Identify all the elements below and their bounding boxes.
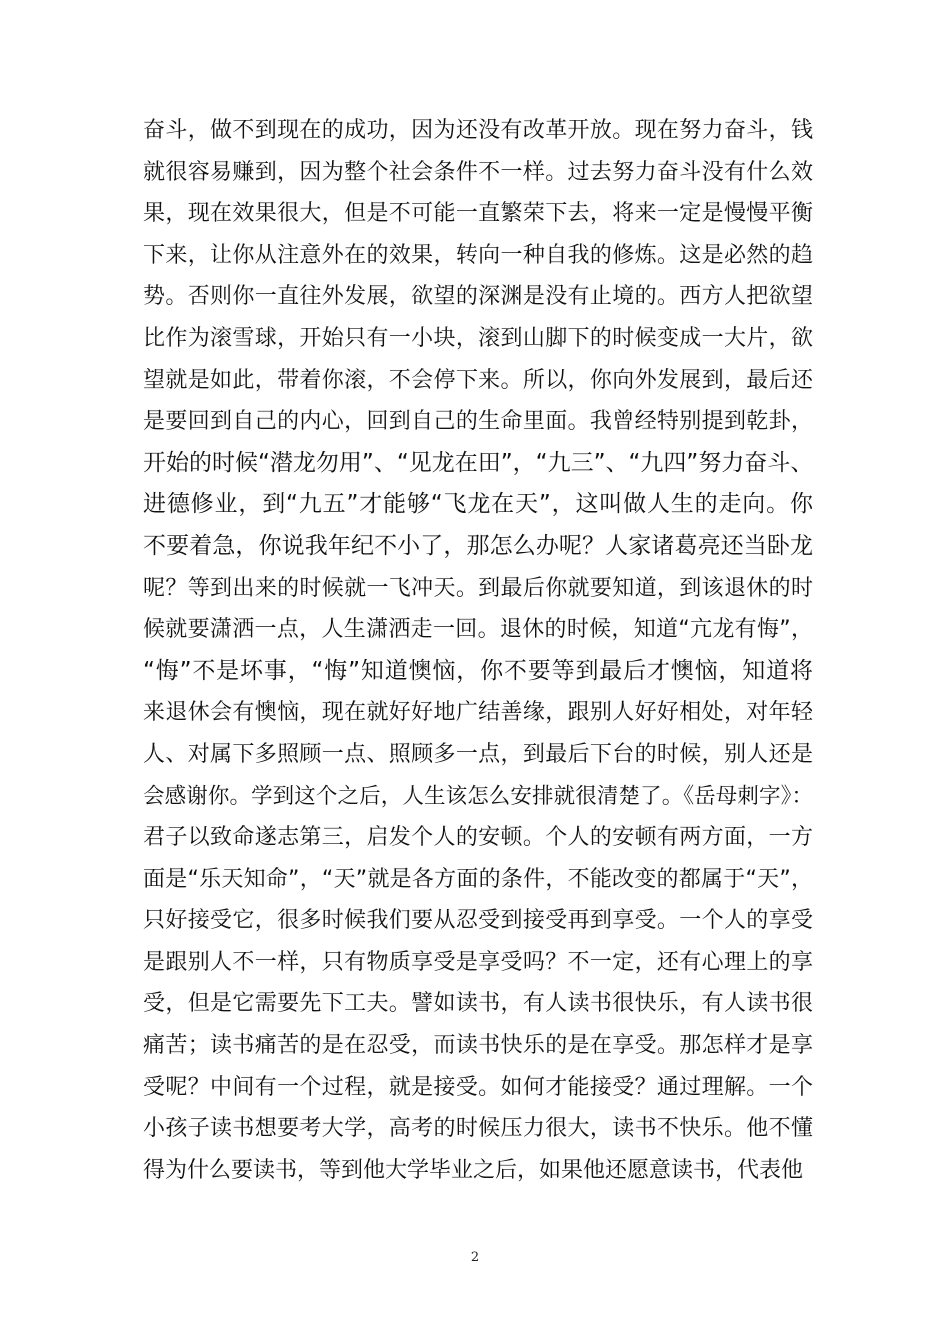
text-line: 果，现在效果很大，但是不可能一直繁荣下去，将来一定是慢慢平衡: [143, 201, 813, 227]
text-line: 奋斗，做不到现在的成功，因为还没有改革开放。现在努力奋斗，钱: [143, 118, 813, 143]
text-line: 人、对属下多照顾一点、照顾多一点，到最后下台的时候，别人还是: [143, 741, 813, 767]
text-line: 是要回到自己的内心，回到自己的生命里面。我曾经特别提到乾卦，: [143, 409, 813, 435]
page-number: 2: [470, 1250, 480, 1265]
text-line: “悔”不是坏事，“悔”知道懊恼，你不要等到最后才懊恼，知道将: [143, 657, 813, 684]
text-line: 开始的时候“潜龙勿用”、“见龙在田”，“九三”、“九四”努力奋斗、: [143, 449, 814, 476]
text-line: 呢？等到出来的时候就一飞冲天。到最后你就要知道，到该退休的时: [143, 575, 813, 601]
text-line: 候就要潇洒一点，人生潇洒走一回。退休的时候，知道“亢龙有悔”，: [143, 617, 813, 643]
text-line: 势。否则你一直往外发展，欲望的深渊是没有止境的。西方人把欲望: [143, 284, 813, 310]
text-line: 会感谢你。学到这个之后，人生该怎么安排就很清楚了。《岳母刺字》：: [143, 783, 813, 809]
body-text: [143, 110, 813, 1191]
text-line: 面是“乐天知命”，“天”就是各方面的条件，不能改变的都属于“天”，: [143, 866, 813, 892]
text-line: 只好接受它，很多时候我们要从忍受到接受再到享受。一个人的享受: [143, 908, 813, 934]
text-line: 望就是如此，带着你滚，不会停下来。所以，你向外发展到，最后还: [143, 367, 813, 393]
text-line: 不要着急，你说我年纪不小了，那怎么办呢？人家诸葛亮还当卧龙: [143, 532, 813, 559]
text-line: 小孩子读书想要考大学，高考的时候压力很大，读书不快乐。他不懂: [143, 1116, 813, 1142]
text-line: 下来，让你从注意外在的效果，转向一种自我的修炼。这是必然的趋: [143, 242, 813, 268]
text-line: 痛苦；读书痛苦的是在忍受，而读书快乐的是在享受。那怎样才是享: [143, 1033, 813, 1059]
text-line: 是跟别人不一样，只有物质享受是享受吗？不一定，还有心理上的享: [143, 949, 813, 975]
text-line: 受，但是它需要先下工夫。譬如读书，有人读书很快乐，有人读书很: [143, 991, 813, 1017]
text-line: 得为什么要读书，等到他大学毕业之后，如果他还愿意读书，代表他: [143, 1157, 804, 1183]
text-line: 来退休会有懊恼，现在就好好地广结善缘，跟别人好好相处，对年轻: [143, 700, 813, 726]
text-line: 君子以致命遂志第三，启发个人的安顿。个人的安顿有两方面，一方: [143, 825, 813, 851]
text-line: 就很容易赚到，因为整个社会条件不一样。过去努力奋斗没有什么效: [143, 159, 813, 185]
text-line: 进德修业，到“九五”才能够“飞龙在天”，这叫做人生的走向。你: [143, 491, 813, 518]
text-line: 比作为滚雪球，开始只有一小块，滚到山脚下的时候变成一大片，欲: [143, 325, 813, 351]
text-line: 受呢？中间有一个过程，就是接受。如何才能接受？通过理解。一个: [143, 1074, 813, 1100]
